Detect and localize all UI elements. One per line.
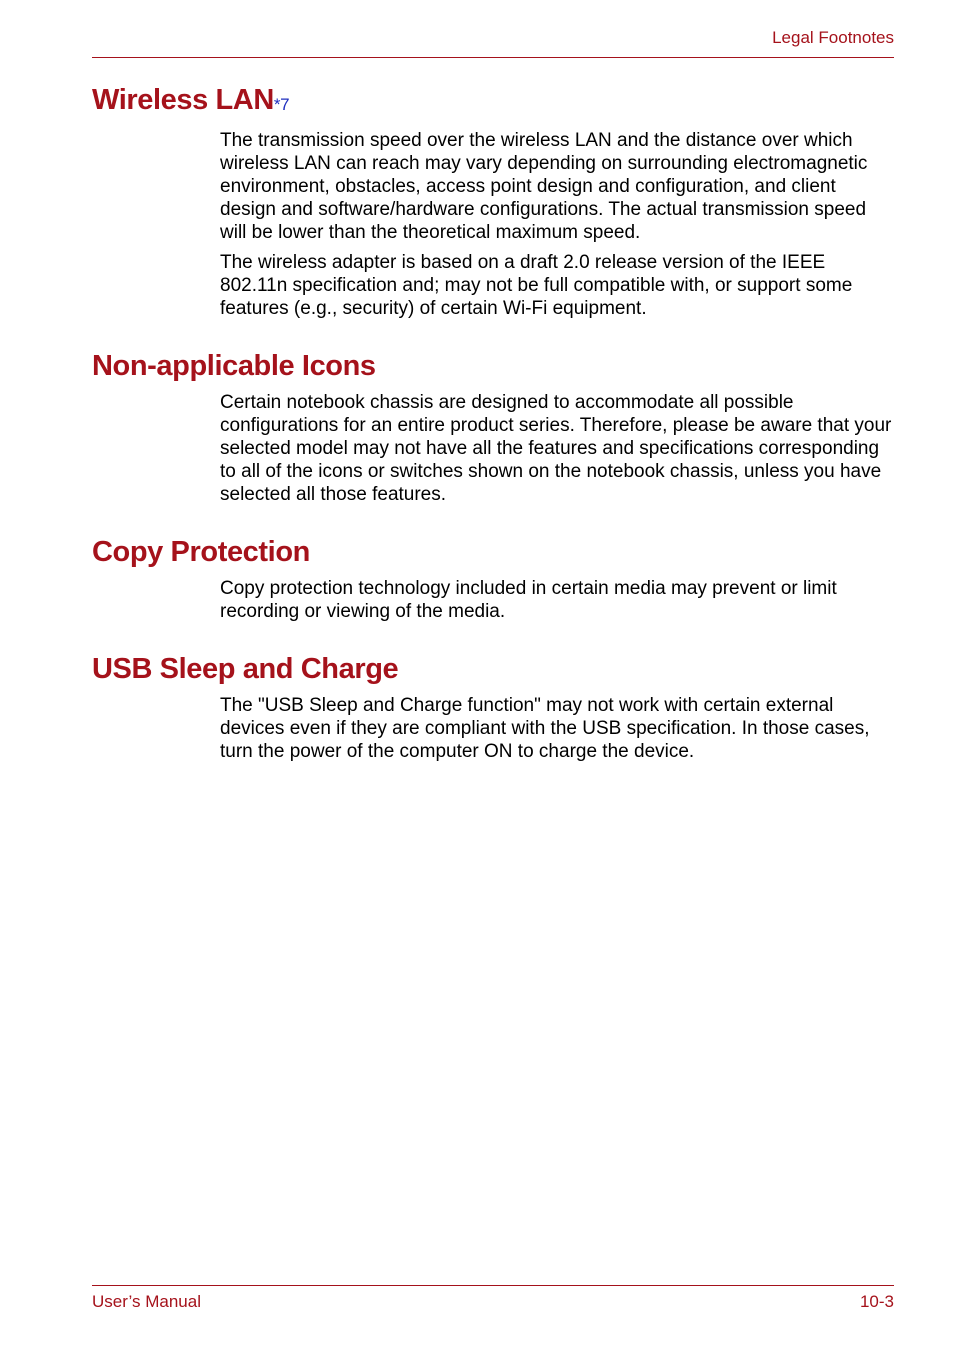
section-heading xyxy=(92,82,894,122)
page-header xyxy=(92,0,894,58)
section-heading-text: Wireless LAN xyxy=(92,84,274,116)
footer-manual-title: User’s Manual xyxy=(92,1292,201,1311)
section-body xyxy=(220,694,894,763)
paragraph: Copy protection technology included in certain media may prevent or limit recording or viewing of the media. xyxy=(220,578,837,622)
footnote-link[interactable]: *7 xyxy=(273,95,290,114)
section-usb-sleep-and-charge xyxy=(92,651,894,763)
paragraph: The "USB Sleep and Charge function" may not work with certain external devices even if they are compliant with the USB specification. In those cases, turn the power of the computer ON to charge the device. xyxy=(220,695,870,762)
paragraph: The wireless adapter is based on a draft 2.0 release version of the IEEE 802.11n specification and; may not be full compatible with, or support some features (e.g., security) of certain Wi-Fi equipment. xyxy=(220,252,853,319)
section-heading: Non-applicable Icons xyxy=(92,350,376,382)
section-body xyxy=(220,577,894,623)
section-heading: USB Sleep and Charge xyxy=(92,653,399,685)
section-wireless-lan xyxy=(92,82,894,320)
page-content xyxy=(92,82,894,791)
paragraph: The transmission speed over the wireless LAN and the distance over which wireless LAN can reach may vary depending on surrounding electromagnetic environment, obstacles, access point design and configuration, and client design and software/hardware configurations. The actual transmission speed will be lower than the theoretical maximum speed. xyxy=(220,130,868,243)
header-title: Legal Footnotes xyxy=(772,28,894,47)
section-copy-protection xyxy=(92,534,894,623)
page-number: 10-3 xyxy=(859,1292,894,1311)
section-body xyxy=(220,391,894,506)
section-heading: Copy Protection xyxy=(92,536,310,568)
paragraph: Certain notebook chassis are designed to accommodate all possible configurations for an entire product series. Therefore, please be aware that your selected model may not have all the features and specifications corresponding to all of the icons or switches shown on the notebook chassis, unless you have selected all those features. xyxy=(220,392,892,505)
section-body xyxy=(220,129,894,320)
section-non-applicable-icons xyxy=(92,348,894,506)
page-footer xyxy=(92,1285,894,1311)
